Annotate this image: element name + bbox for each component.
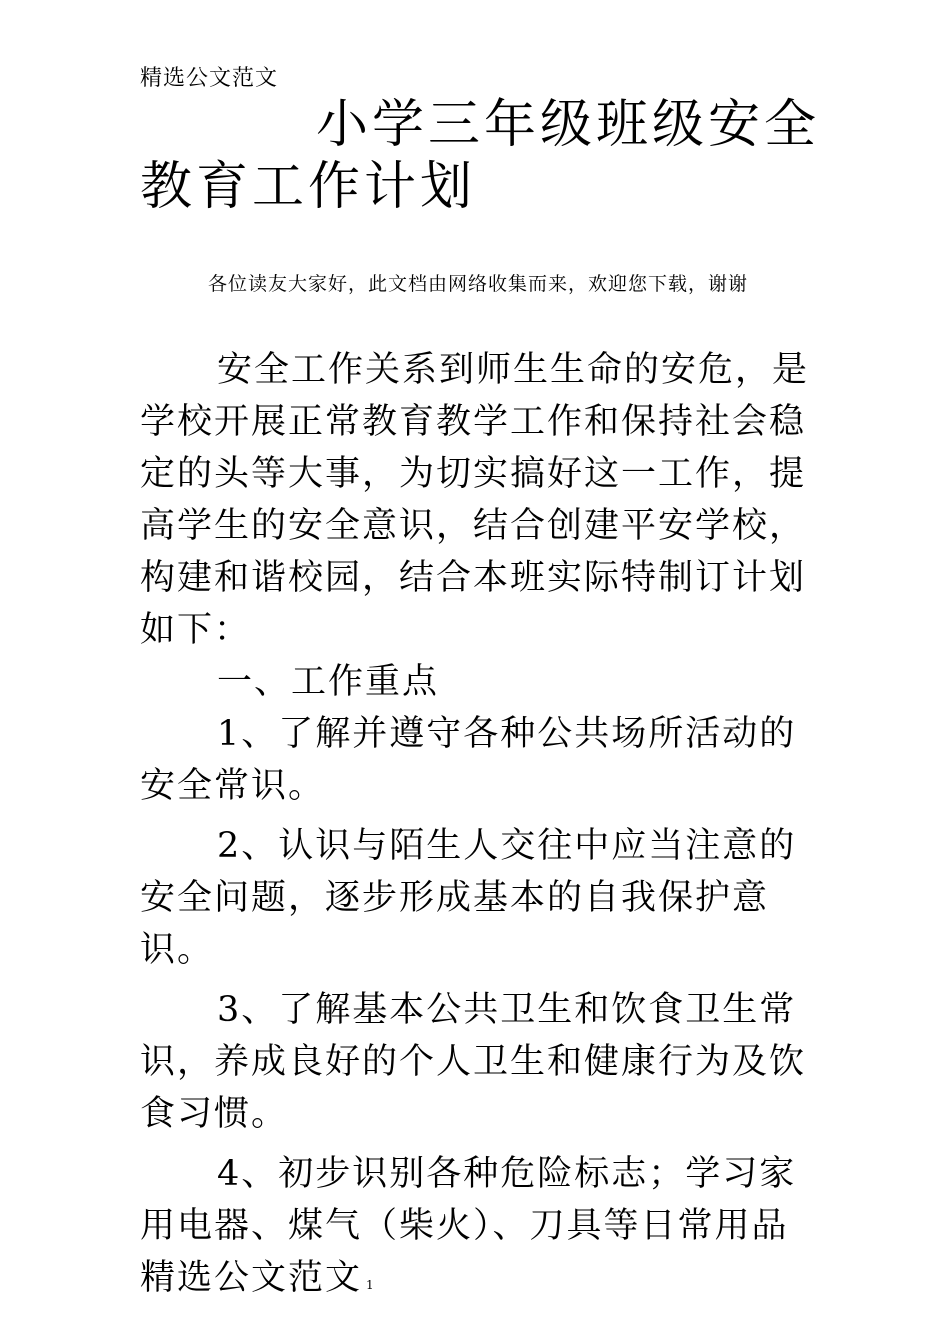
- list-item-4: [140, 1148, 818, 1311]
- intro-paragraph: 安全工作关系到师生生命的安危，是学校开展正常教育教学工作和保持社会稳定的头等大事，为切实搞好这一工作，提高学生的安全意识，结合创建平安学校，构建和谐校园，结合本班实际特制订计划如下：: [140, 350, 810, 650]
- page-number: 1: [366, 1278, 376, 1292]
- document-body: [140, 344, 818, 1311]
- list-item-3: 3、了解基本公共卫生和饮食卫生常识，养成良好的个人卫生和健康行为及饮食习惯。: [140, 990, 807, 1134]
- section-heading: 一、工作重点: [217, 662, 440, 702]
- list-item-2: 2、认识与陌生人交往中应当注意的安全问题，逐步形成基本的自我保护意识。: [140, 826, 797, 970]
- list-item-4-text: 4、初步识别各种危险标志；学习家用电器、煤气（柴火）、刀具等日常用品: [140, 1154, 797, 1246]
- page-header: 精选公文范文: [140, 66, 279, 91]
- list-item-1: 1、了解并遵守各种公共场所活动的安全常识。: [140, 714, 797, 806]
- download-notice: 各位读友大家好，此文档由网络收集而来，欢迎您下载，谢谢: [208, 273, 749, 295]
- document-title: 小学三年级班级安全教育工作计划: [140, 95, 821, 217]
- footer-label: 精选公文范文: [140, 1258, 363, 1298]
